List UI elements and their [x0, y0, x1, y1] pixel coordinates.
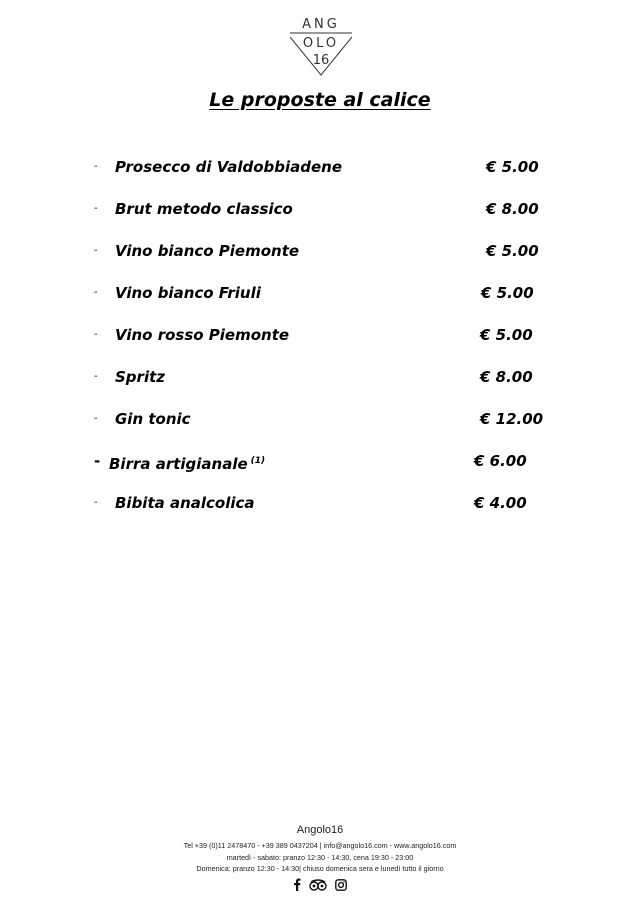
footer-hours-sunday: Domenica: pranzo 12:30 - 14:30| chiuso domenica sera e lunedì tutto il giorno: [196, 864, 444, 873]
logo: [290, 12, 352, 78]
item-footnote: (1): [250, 456, 266, 466]
list-item: [0, 366, 640, 388]
tripadvisor-icon[interactable]: [309, 879, 327, 891]
list-item: [0, 408, 640, 430]
item-name: Gin tonic: [115, 410, 191, 428]
footer-contact: Tel +39 (0)11 2478470 - +39 389 0437204 | info@angolo16.com - www.angolo16.com: [183, 841, 457, 850]
item-bullet: -: [94, 245, 98, 256]
list-item: [0, 198, 640, 220]
item-price: € 5.00: [481, 284, 534, 302]
item-name-text: Birra artigianale: [109, 455, 248, 473]
item-name: Spritz: [115, 368, 165, 386]
item-name: Bibita analcolica: [115, 494, 255, 512]
list-item: [0, 240, 640, 262]
list-item: [0, 156, 640, 178]
footer-hours-week: martedì - sabato: pranzo 12:30 - 14:30, cena 19:30 - 23:00: [226, 852, 414, 862]
page-title: Le proposte al calice: [209, 89, 431, 111]
item-bullet: -: [94, 371, 98, 382]
list-item: [0, 450, 640, 472]
footer-brand: Angolo16: [296, 824, 344, 836]
item-name: Vino bianco Piemonte: [115, 242, 300, 260]
item-price: € 5.00: [486, 242, 539, 260]
item-price: € 5.00: [480, 326, 533, 344]
item-price: € 6.00: [474, 452, 527, 470]
item-name: Brut metodo classico: [115, 200, 293, 218]
logo-mark: [290, 12, 352, 78]
item-price: € 12.00: [480, 410, 544, 428]
item-name: [109, 450, 265, 475]
item-bullet: -: [94, 497, 98, 508]
logo-line1: ANG: [302, 17, 340, 32]
item-price: € 8.00: [486, 200, 539, 218]
list-item: [0, 282, 640, 304]
item-price: € 8.00: [480, 368, 533, 386]
item-bullet: -: [94, 287, 98, 298]
item-bullet: -: [94, 329, 98, 340]
item-bullet: -: [94, 161, 98, 172]
item-name: Vino bianco Friuli: [115, 284, 261, 302]
list-item: [0, 492, 640, 514]
item-bullet: -: [94, 203, 98, 214]
facebook-icon[interactable]: [293, 878, 301, 891]
logo-line3: 16: [312, 53, 330, 68]
item-bullet: -: [94, 452, 101, 470]
footer: [0, 823, 640, 893]
logo-line2: OLO: [302, 36, 340, 51]
social-links: [0, 877, 640, 893]
item-price: € 4.00: [474, 494, 527, 512]
item-name: Vino rosso Piemonte: [115, 326, 290, 344]
item-price: € 5.00: [486, 158, 539, 176]
item-bullet: -: [94, 413, 98, 424]
list-item: [0, 324, 640, 346]
item-name: Prosecco di Valdobbiadene: [115, 158, 342, 176]
instagram-icon[interactable]: [335, 879, 347, 891]
